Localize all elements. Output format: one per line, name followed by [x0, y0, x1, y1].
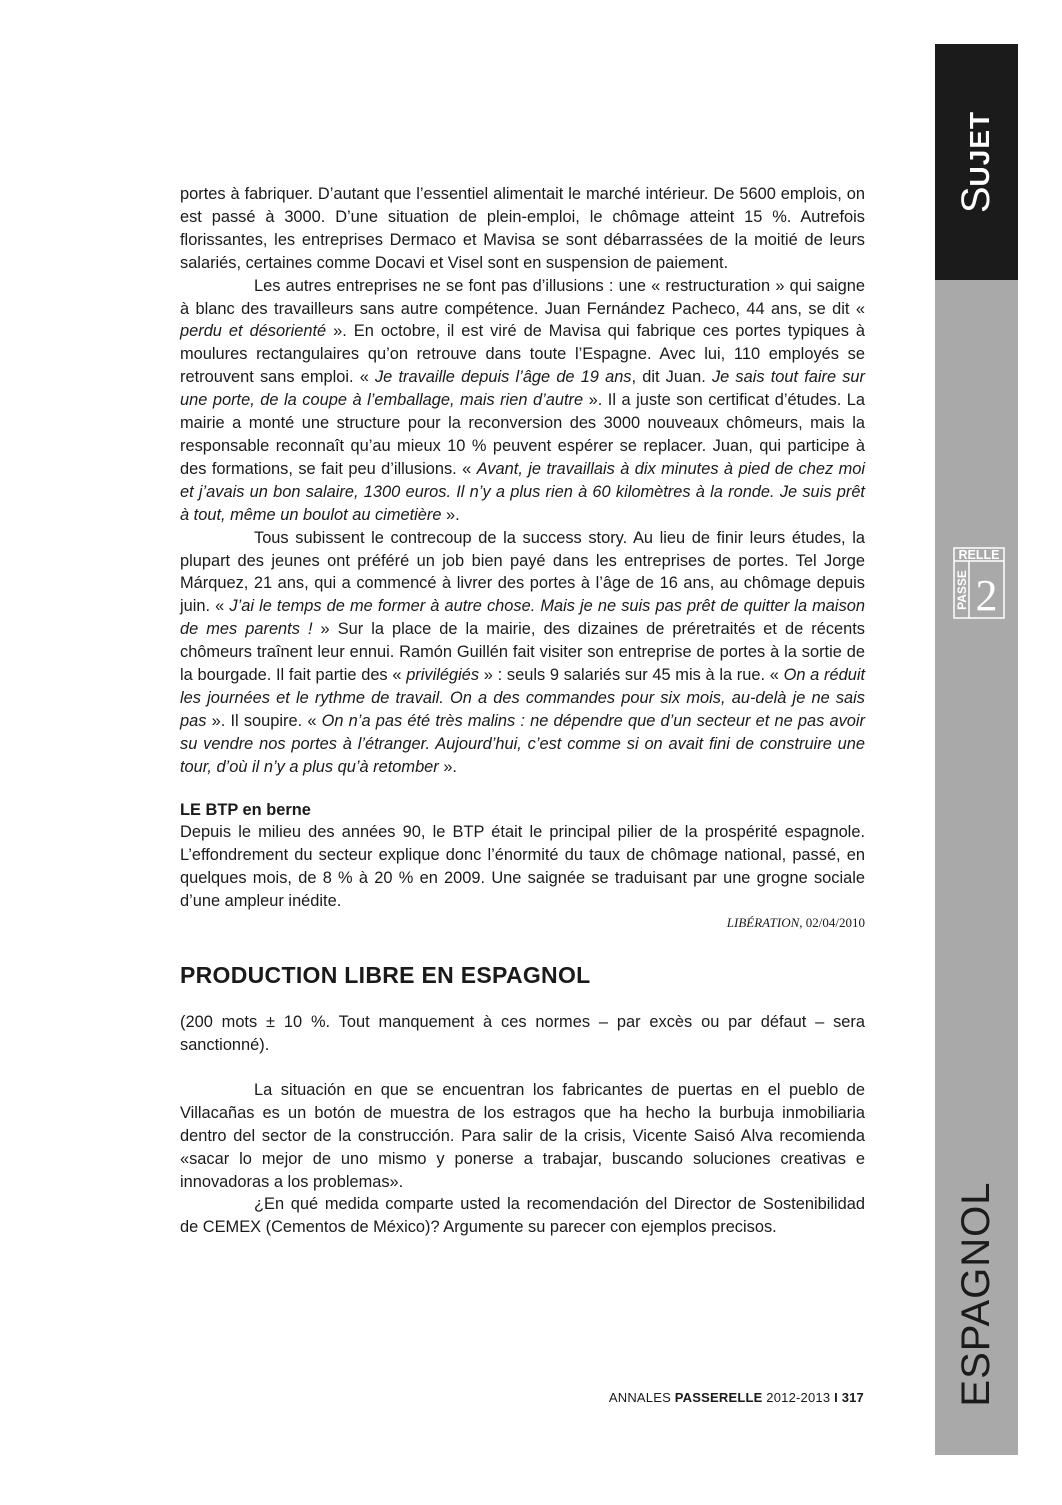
text-run: » Sur la place de la mairie, des dizaines de préretraités et de récents chômeurs traînent leur ennui. Ramón Guillén fait visiter son entreprise de portes à la sortie de la bourgade. Il fait partie des « [180, 620, 865, 685]
quote-run: On a réduit les journées et le rythme de travail. On a des commandes pour six mois, au-delà je ne sais pas [180, 666, 866, 730]
footer-years: 2012-2013 [762, 1390, 835, 1405]
sujet-initial: S [954, 186, 998, 214]
logo-number: 2 [975, 571, 998, 619]
subject-label: ESPAGNOL [954, 1181, 998, 1407]
logo-top-text: RELLE [958, 548, 1000, 562]
source-citation [180, 913, 865, 933]
text-run: ». [441, 505, 460, 524]
quote-run: perdu et désorienté [180, 322, 327, 341]
text-run: ». [438, 757, 457, 776]
paragraph-2 [180, 275, 865, 527]
production-prompt-2: ¿En qué medida comparte usted la recomendación del Director de Sostenibilidad de CEMEX (Cementos de México)? Argumente su parecer con ejemplos precisos. [180, 1195, 865, 1237]
text-run: ». Il soupire. « [206, 711, 322, 730]
sujet-label [955, 87, 997, 237]
text-run: , dit Juan. [631, 368, 712, 387]
footer-prefix: ANNALES [608, 1390, 675, 1405]
quote-run: Je sais tout faire sur une porte, de la coupe à l’emballage, mais rien d’autre [180, 368, 865, 410]
section-title-production: PRODUCTION LIBRE EN ESPAGNOL [180, 962, 591, 989]
logo-side-text: PASSE [955, 570, 969, 610]
text-run: Les autres entreprises ne se font pas d’illusions : une « restructuration » qui saigne à blanc des travailleurs sans autre compétence. Juan Fernández Pacheco, 44 ans, se dit « [180, 276, 865, 318]
footer-separator: I [834, 1390, 838, 1405]
source-name: LIBÉRATION [726, 915, 800, 931]
paragraph-1: portes à fabriquer. D’autant que l’essentiel alimentait le marché intérieur. De 5600 emplois, on est passé à 3000. D’une situation de plein-emploi, le chômage atteint 15 %. Autrefois florissantes, les entreprises Dermaco et Mavisa se sont débarrassées de la moitié de leurs salariés, certaines comme Docavi et Visel sont en suspension de paiement. [180, 185, 865, 272]
text-run: » : seuls 9 salariés sur 45 mis à la rue. « [479, 666, 784, 685]
paragraph-4: Depuis le milieu des années 90, le BTP était le principal pilier de la prospérité espagnole. L’effondrement du secteur explique donc l’énormité du taux de chômage national, passé, en quelques mois, de 8 % à 20 % en 2009. Une saignée se traduisant par une grogne sociale d’une ampleur inédite. [180, 823, 865, 911]
quote-run: privilégiés [406, 666, 480, 685]
sujet-rest: UJET [964, 110, 995, 187]
source-date: , 02/04/2010 [799, 915, 865, 931]
text-run: Tous subissent le contrecoup de la success story. Au lieu de finir leurs études, la plupart des jeunes ont préféré un job bien payé dans les entreprises de portes. Tel Jorge Márquez, 21 ans, qui a commencé à livrer des portes à l’âge de 16 ans, au chômage depuis juin. « [180, 528, 865, 616]
quote-run: On n’a pas été très malins : ne dépendre que d’un secteur et ne pas avoir su vendre nos portes à l’étranger. Aujourd’hui, c’est comme si on avait fini de construire une tour, d’où il n’y a plus qu’à retomber [180, 711, 865, 776]
quote-run: Je travaille depuis l’âge de 19 ans [374, 368, 632, 387]
page-number: 317 [837, 1390, 864, 1405]
paragraph-3 [180, 527, 865, 779]
page-footer [609, 1389, 864, 1407]
text-run: ». En octobre, il est viré de Mavisa qui fabrique ces portes typiques à moulures rectangulaires qu’on retrouve dans toute l’Espagne. Avec lui, 110 employés se retrouvent sans emploi. « [180, 322, 865, 387]
passerelle-logo [953, 547, 1005, 619]
production-rules: (200 mots ± 10 %. Tout manquement à ces normes – par excès ou par défaut – sera sanctionné). [180, 1013, 865, 1054]
production-prompt-1: La situación en que se encuentran los fabricantes de puertas en el pueblo de Villacañas es un botón de muestra de los estragos que ha hecho la burbuja inmobiliaria dentro del sector de la construcción. Para salir de la crisis, Vicente Saisó Alva recomienda «sacar lo mejor de uno mismo y ponerse a trabajar, buscando soluciones creativas e innovadoras a los problemas». [180, 1080, 865, 1191]
quote-run: Avant, je travaillais à dix minutes à pied de chez moi et j’avais un bon salaire, 1300 euros. Il n’y a plus rien à 60 kilomètres à la ronde. Je suis prêt à tout, même un boulot au cimetière [180, 459, 865, 524]
subheading-btp: LE BTP en berne [180, 800, 311, 819]
article-column [180, 183, 865, 1239]
text-run: ». Il a juste son certificat d’études. La mairie a monté une structure pour la reconversion des 3000 nouveaux chômeurs, mais la responsable reconnaît qu’au mieux 10 % peuvent espérer se replacer. Juan, qui participe à des formations, se fait peu d’illusions. « [180, 391, 865, 478]
quote-run: J’ai le temps de me former à autre chose. Mais je ne suis pas prêt de quitter la maison de mes parents ! [180, 597, 865, 639]
footer-brand: PASSERELLE [674, 1390, 763, 1405]
